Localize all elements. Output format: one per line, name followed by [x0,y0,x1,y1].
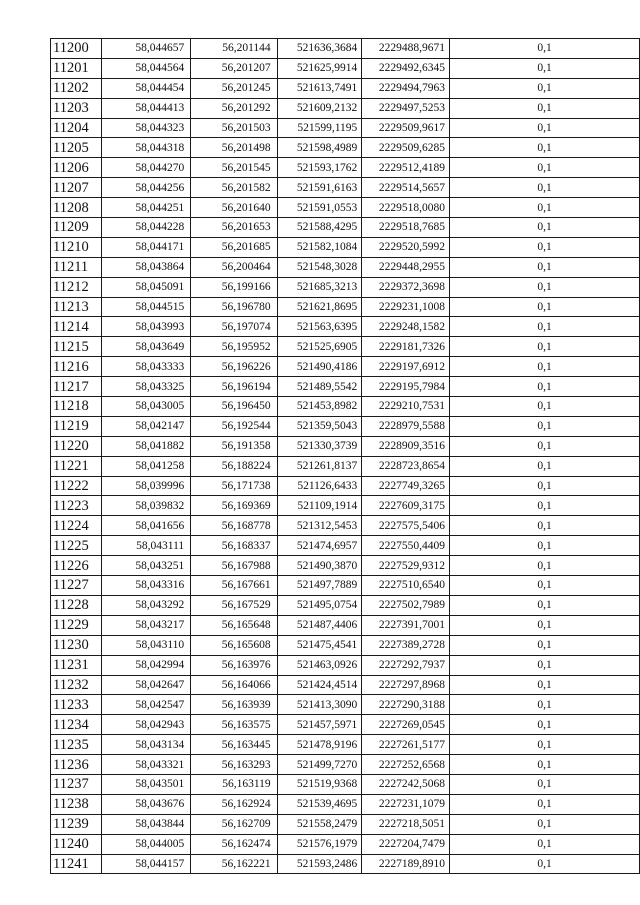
longitude-cell: 56,164066 [191,675,277,695]
longitude-cell: 56,163119 [191,774,277,794]
y-coordinate-cell: 2229492,6345 [362,58,450,78]
latitude-cell: 58,044657 [101,39,190,59]
latitude-cell: 58,043501 [101,774,190,794]
table-row [51,377,640,397]
latitude-cell: 58,043134 [101,735,190,755]
accuracy-cell: 0,1 [450,178,640,198]
table-row [51,715,640,735]
latitude-cell: 58,039996 [101,476,190,496]
table-row [51,98,640,118]
point-number-cell: 11234 [51,715,102,735]
latitude-cell: 58,039832 [101,496,190,516]
table-row [51,536,640,556]
point-number-cell: 11205 [51,138,102,158]
point-number-cell: 11231 [51,655,102,675]
point-number-cell: 11241 [51,854,102,874]
y-coordinate-cell: 2229195,7984 [362,377,450,397]
table-row [51,735,640,755]
longitude-cell: 56,167661 [191,576,277,596]
latitude-cell: 58,044251 [101,198,190,218]
table-row [51,755,640,775]
table-row [51,576,640,596]
x-coordinate-cell: 521598,4989 [277,138,362,158]
accuracy-cell: 0,1 [450,794,640,814]
point-number-cell: 11240 [51,834,102,854]
longitude-cell: 56,165648 [191,615,277,635]
point-number-cell: 11201 [51,58,102,78]
x-coordinate-cell: 521497,7889 [277,576,362,596]
y-coordinate-cell: 2229181,7326 [362,337,450,357]
latitude-cell: 58,043251 [101,556,190,576]
latitude-cell: 58,044323 [101,118,190,138]
y-coordinate-cell: 2228979,5588 [362,416,450,436]
point-number-cell: 11223 [51,496,102,516]
longitude-cell: 56,201653 [191,218,277,238]
x-coordinate-cell: 521312,5453 [277,516,362,536]
point-number-cell: 11221 [51,456,102,476]
latitude-cell: 58,045091 [101,277,190,297]
table-row [51,357,640,377]
longitude-cell: 56,165608 [191,635,277,655]
table-row [51,277,640,297]
table-row [51,138,640,158]
table-row [51,516,640,536]
latitude-cell: 58,043333 [101,357,190,377]
accuracy-cell: 0,1 [450,237,640,257]
latitude-cell: 58,043649 [101,337,190,357]
y-coordinate-cell: 2229509,6285 [362,138,450,158]
point-number-cell: 11214 [51,317,102,337]
longitude-cell: 56,163445 [191,735,277,755]
accuracy-cell: 0,1 [450,397,640,417]
longitude-cell: 56,199166 [191,277,277,297]
y-coordinate-cell: 2227389,2728 [362,635,450,655]
accuracy-cell: 0,1 [450,635,640,655]
accuracy-cell: 0,1 [450,715,640,735]
x-coordinate-cell: 521453,8982 [277,397,362,417]
y-coordinate-cell: 2227231,1079 [362,794,450,814]
y-coordinate-cell: 2227290,3188 [362,695,450,715]
latitude-cell: 58,043316 [101,576,190,596]
coordinates-table [50,38,640,874]
x-coordinate-cell: 521519,9368 [277,774,362,794]
accuracy-cell: 0,1 [450,556,640,576]
table-row [51,834,640,854]
table-row [51,178,640,198]
latitude-cell: 58,044228 [101,218,190,238]
point-number-cell: 11217 [51,377,102,397]
x-coordinate-cell: 521621,8695 [277,297,362,317]
table-row [51,556,640,576]
latitude-cell: 58,043111 [101,536,190,556]
longitude-cell: 56,163575 [191,715,277,735]
longitude-cell: 56,163939 [191,695,277,715]
accuracy-cell: 0,1 [450,496,640,516]
x-coordinate-cell: 521576,1979 [277,834,362,854]
y-coordinate-cell: 2227204,7479 [362,834,450,854]
accuracy-cell: 0,1 [450,58,640,78]
table-row [51,496,640,516]
x-coordinate-cell: 521490,4186 [277,357,362,377]
table-row [51,774,640,794]
table-row [51,854,640,874]
accuracy-cell: 0,1 [450,814,640,834]
y-coordinate-cell: 2229231,1008 [362,297,450,317]
x-coordinate-cell: 521478,9196 [277,735,362,755]
point-number-cell: 11202 [51,78,102,98]
y-coordinate-cell: 2227749,3265 [362,476,450,496]
point-number-cell: 11218 [51,397,102,417]
longitude-cell: 56,192544 [191,416,277,436]
accuracy-cell: 0,1 [450,675,640,695]
y-coordinate-cell: 2227609,3175 [362,496,450,516]
point-number-cell: 11235 [51,735,102,755]
latitude-cell: 58,043005 [101,397,190,417]
table-row [51,436,640,456]
point-number-cell: 11216 [51,357,102,377]
point-number-cell: 11213 [51,297,102,317]
x-coordinate-cell: 521685,3213 [277,277,362,297]
accuracy-cell: 0,1 [450,595,640,615]
y-coordinate-cell: 2229488,9671 [362,39,450,59]
x-coordinate-cell: 521563,6395 [277,317,362,337]
longitude-cell: 56,201245 [191,78,277,98]
latitude-cell: 58,043864 [101,257,190,277]
latitude-cell: 58,042647 [101,675,190,695]
latitude-cell: 58,042994 [101,655,190,675]
longitude-cell: 56,169369 [191,496,277,516]
latitude-cell: 58,043110 [101,635,190,655]
latitude-cell: 58,043844 [101,814,190,834]
y-coordinate-cell: 2229372,3698 [362,277,450,297]
table-row [51,297,640,317]
table-row [51,78,640,98]
point-number-cell: 11207 [51,178,102,198]
longitude-cell: 56,201685 [191,237,277,257]
accuracy-cell: 0,1 [450,297,640,317]
point-number-cell: 11239 [51,814,102,834]
x-coordinate-cell: 521413,3090 [277,695,362,715]
latitude-cell: 58,042943 [101,715,190,735]
x-coordinate-cell: 521126,6433 [277,476,362,496]
table-row [51,655,640,675]
y-coordinate-cell: 2229448,2955 [362,257,450,277]
latitude-cell: 58,041656 [101,516,190,536]
y-coordinate-cell: 2229514,5657 [362,178,450,198]
x-coordinate-cell: 521489,5542 [277,377,362,397]
latitude-cell: 58,044171 [101,237,190,257]
longitude-cell: 56,167988 [191,556,277,576]
longitude-cell: 56,201545 [191,158,277,178]
point-number-cell: 11209 [51,218,102,238]
x-coordinate-cell: 521261,8137 [277,456,362,476]
x-coordinate-cell: 521558,2479 [277,814,362,834]
point-number-cell: 11238 [51,794,102,814]
accuracy-cell: 0,1 [450,277,640,297]
longitude-cell: 56,162474 [191,834,277,854]
y-coordinate-cell: 2228909,3516 [362,436,450,456]
table-row [51,257,640,277]
accuracy-cell: 0,1 [450,416,640,436]
x-coordinate-cell: 521487,4406 [277,615,362,635]
latitude-cell: 58,044318 [101,138,190,158]
latitude-cell: 58,044157 [101,854,190,874]
longitude-cell: 56,162924 [191,794,277,814]
longitude-cell: 56,195952 [191,337,277,357]
latitude-cell: 58,043292 [101,595,190,615]
x-coordinate-cell: 521424,4514 [277,675,362,695]
longitude-cell: 56,201640 [191,198,277,218]
point-number-cell: 11228 [51,595,102,615]
x-coordinate-cell: 521109,1914 [277,496,362,516]
x-coordinate-cell: 521591,0553 [277,198,362,218]
y-coordinate-cell: 2228723,8654 [362,456,450,476]
x-coordinate-cell: 521499,7270 [277,755,362,775]
accuracy-cell: 0,1 [450,118,640,138]
x-coordinate-cell: 521591,6163 [277,178,362,198]
latitude-cell: 58,043325 [101,377,190,397]
latitude-cell: 58,043676 [101,794,190,814]
x-coordinate-cell: 521613,7491 [277,78,362,98]
accuracy-cell: 0,1 [450,39,640,59]
point-number-cell: 11200 [51,39,102,59]
x-coordinate-cell: 521609,2132 [277,98,362,118]
point-number-cell: 11220 [51,436,102,456]
accuracy-cell: 0,1 [450,516,640,536]
y-coordinate-cell: 2229512,4189 [362,158,450,178]
x-coordinate-cell: 521474,6957 [277,536,362,556]
table-row [51,218,640,238]
accuracy-cell: 0,1 [450,158,640,178]
accuracy-cell: 0,1 [450,695,640,715]
latitude-cell: 58,041882 [101,436,190,456]
table-row [51,118,640,138]
latitude-cell: 58,044270 [101,158,190,178]
longitude-cell: 56,163976 [191,655,277,675]
longitude-cell: 56,191358 [191,436,277,456]
point-number-cell: 11233 [51,695,102,715]
accuracy-cell: 0,1 [450,576,640,596]
y-coordinate-cell: 2229497,5253 [362,98,450,118]
longitude-cell: 56,200464 [191,257,277,277]
longitude-cell: 56,196780 [191,297,277,317]
point-number-cell: 11226 [51,556,102,576]
accuracy-cell: 0,1 [450,834,640,854]
table-row [51,456,640,476]
point-number-cell: 11224 [51,516,102,536]
y-coordinate-cell: 2227269,0545 [362,715,450,735]
y-coordinate-cell: 2227529,9312 [362,556,450,576]
accuracy-cell: 0,1 [450,854,640,874]
latitude-cell: 58,043993 [101,317,190,337]
longitude-cell: 56,162709 [191,814,277,834]
x-coordinate-cell: 521490,3870 [277,556,362,576]
table-row [51,615,640,635]
point-number-cell: 11208 [51,198,102,218]
accuracy-cell: 0,1 [450,755,640,775]
y-coordinate-cell: 2227391,7001 [362,615,450,635]
point-number-cell: 11237 [51,774,102,794]
latitude-cell: 58,043217 [101,615,190,635]
x-coordinate-cell: 521593,2486 [277,854,362,874]
latitude-cell: 58,044413 [101,98,190,118]
y-coordinate-cell: 2229520,5992 [362,237,450,257]
y-coordinate-cell: 2227575,5406 [362,516,450,536]
longitude-cell: 56,168337 [191,536,277,556]
accuracy-cell: 0,1 [450,655,640,675]
x-coordinate-cell: 521599,1195 [277,118,362,138]
point-number-cell: 11229 [51,615,102,635]
table-row [51,58,640,78]
accuracy-cell: 0,1 [450,317,640,337]
longitude-cell: 56,201498 [191,138,277,158]
y-coordinate-cell: 2229210,7531 [362,397,450,417]
y-coordinate-cell: 2229518,0080 [362,198,450,218]
longitude-cell: 56,201582 [191,178,277,198]
point-number-cell: 11219 [51,416,102,436]
latitude-cell: 58,044005 [101,834,190,854]
accuracy-cell: 0,1 [450,78,640,98]
x-coordinate-cell: 521330,3739 [277,436,362,456]
y-coordinate-cell: 2227261,5177 [362,735,450,755]
longitude-cell: 56,196226 [191,357,277,377]
longitude-cell: 56,197074 [191,317,277,337]
point-number-cell: 11222 [51,476,102,496]
point-number-cell: 11232 [51,675,102,695]
x-coordinate-cell: 521539,4695 [277,794,362,814]
accuracy-cell: 0,1 [450,357,640,377]
table-row [51,39,640,59]
accuracy-cell: 0,1 [450,615,640,635]
y-coordinate-cell: 2227242,5068 [362,774,450,794]
y-coordinate-cell: 2227252,6568 [362,755,450,775]
table-row [51,198,640,218]
y-coordinate-cell: 2227502,7989 [362,595,450,615]
y-coordinate-cell: 2229248,1582 [362,317,450,337]
y-coordinate-cell: 2227218,5051 [362,814,450,834]
y-coordinate-cell: 2229197,6912 [362,357,450,377]
x-coordinate-cell: 521457,5971 [277,715,362,735]
accuracy-cell: 0,1 [450,774,640,794]
accuracy-cell: 0,1 [450,218,640,238]
table-row [51,237,640,257]
table-row [51,337,640,357]
latitude-cell: 58,043321 [101,755,190,775]
point-number-cell: 11215 [51,337,102,357]
accuracy-cell: 0,1 [450,536,640,556]
latitude-cell: 58,044256 [101,178,190,198]
accuracy-cell: 0,1 [450,257,640,277]
accuracy-cell: 0,1 [450,735,640,755]
x-coordinate-cell: 521588,4295 [277,218,362,238]
x-coordinate-cell: 521548,3028 [277,257,362,277]
y-coordinate-cell: 2227292,7937 [362,655,450,675]
accuracy-cell: 0,1 [450,198,640,218]
table-row [51,695,640,715]
longitude-cell: 56,168778 [191,516,277,536]
accuracy-cell: 0,1 [450,377,640,397]
longitude-cell: 56,201292 [191,98,277,118]
latitude-cell: 58,042547 [101,695,190,715]
y-coordinate-cell: 2227297,8968 [362,675,450,695]
x-coordinate-cell: 521593,1762 [277,158,362,178]
point-number-cell: 11206 [51,158,102,178]
longitude-cell: 56,201207 [191,58,277,78]
point-number-cell: 11236 [51,755,102,775]
table-row [51,675,640,695]
point-number-cell: 11225 [51,536,102,556]
longitude-cell: 56,163293 [191,755,277,775]
longitude-cell: 56,188224 [191,456,277,476]
point-number-cell: 11210 [51,237,102,257]
latitude-cell: 58,042147 [101,416,190,436]
point-number-cell: 11203 [51,98,102,118]
x-coordinate-cell: 521475,4541 [277,635,362,655]
table-row [51,794,640,814]
y-coordinate-cell: 2229509,9617 [362,118,450,138]
longitude-cell: 56,167529 [191,595,277,615]
table-row [51,814,640,834]
point-number-cell: 11230 [51,635,102,655]
point-number-cell: 11212 [51,277,102,297]
table-row [51,416,640,436]
longitude-cell: 56,196194 [191,377,277,397]
latitude-cell: 58,044564 [101,58,190,78]
point-number-cell: 11204 [51,118,102,138]
x-coordinate-cell: 521525,6905 [277,337,362,357]
table-row [51,595,640,615]
accuracy-cell: 0,1 [450,476,640,496]
y-coordinate-cell: 2229518,7685 [362,218,450,238]
y-coordinate-cell: 2227510,6540 [362,576,450,596]
x-coordinate-cell: 521625,9914 [277,58,362,78]
accuracy-cell: 0,1 [450,436,640,456]
latitude-cell: 58,044454 [101,78,190,98]
y-coordinate-cell: 2227189,8910 [362,854,450,874]
latitude-cell: 58,041258 [101,456,190,476]
point-number-cell: 11227 [51,576,102,596]
x-coordinate-cell: 521495,0754 [277,595,362,615]
longitude-cell: 56,201503 [191,118,277,138]
x-coordinate-cell: 521636,3684 [277,39,362,59]
longitude-cell: 56,171738 [191,476,277,496]
accuracy-cell: 0,1 [450,98,640,118]
point-number-cell: 11211 [51,257,102,277]
accuracy-cell: 0,1 [450,456,640,476]
table-row [51,317,640,337]
x-coordinate-cell: 521463,0926 [277,655,362,675]
table-row [51,635,640,655]
x-coordinate-cell: 521359,5043 [277,416,362,436]
latitude-cell: 58,044515 [101,297,190,317]
coordinates-table-body [51,39,640,874]
table-row [51,158,640,178]
table-row [51,476,640,496]
longitude-cell: 56,162221 [191,854,277,874]
y-coordinate-cell: 2227550,4409 [362,536,450,556]
x-coordinate-cell: 521582,1084 [277,237,362,257]
longitude-cell: 56,196450 [191,397,277,417]
y-coordinate-cell: 2229494,7963 [362,78,450,98]
table-row [51,397,640,417]
accuracy-cell: 0,1 [450,138,640,158]
accuracy-cell: 0,1 [450,337,640,357]
longitude-cell: 56,201144 [191,39,277,59]
